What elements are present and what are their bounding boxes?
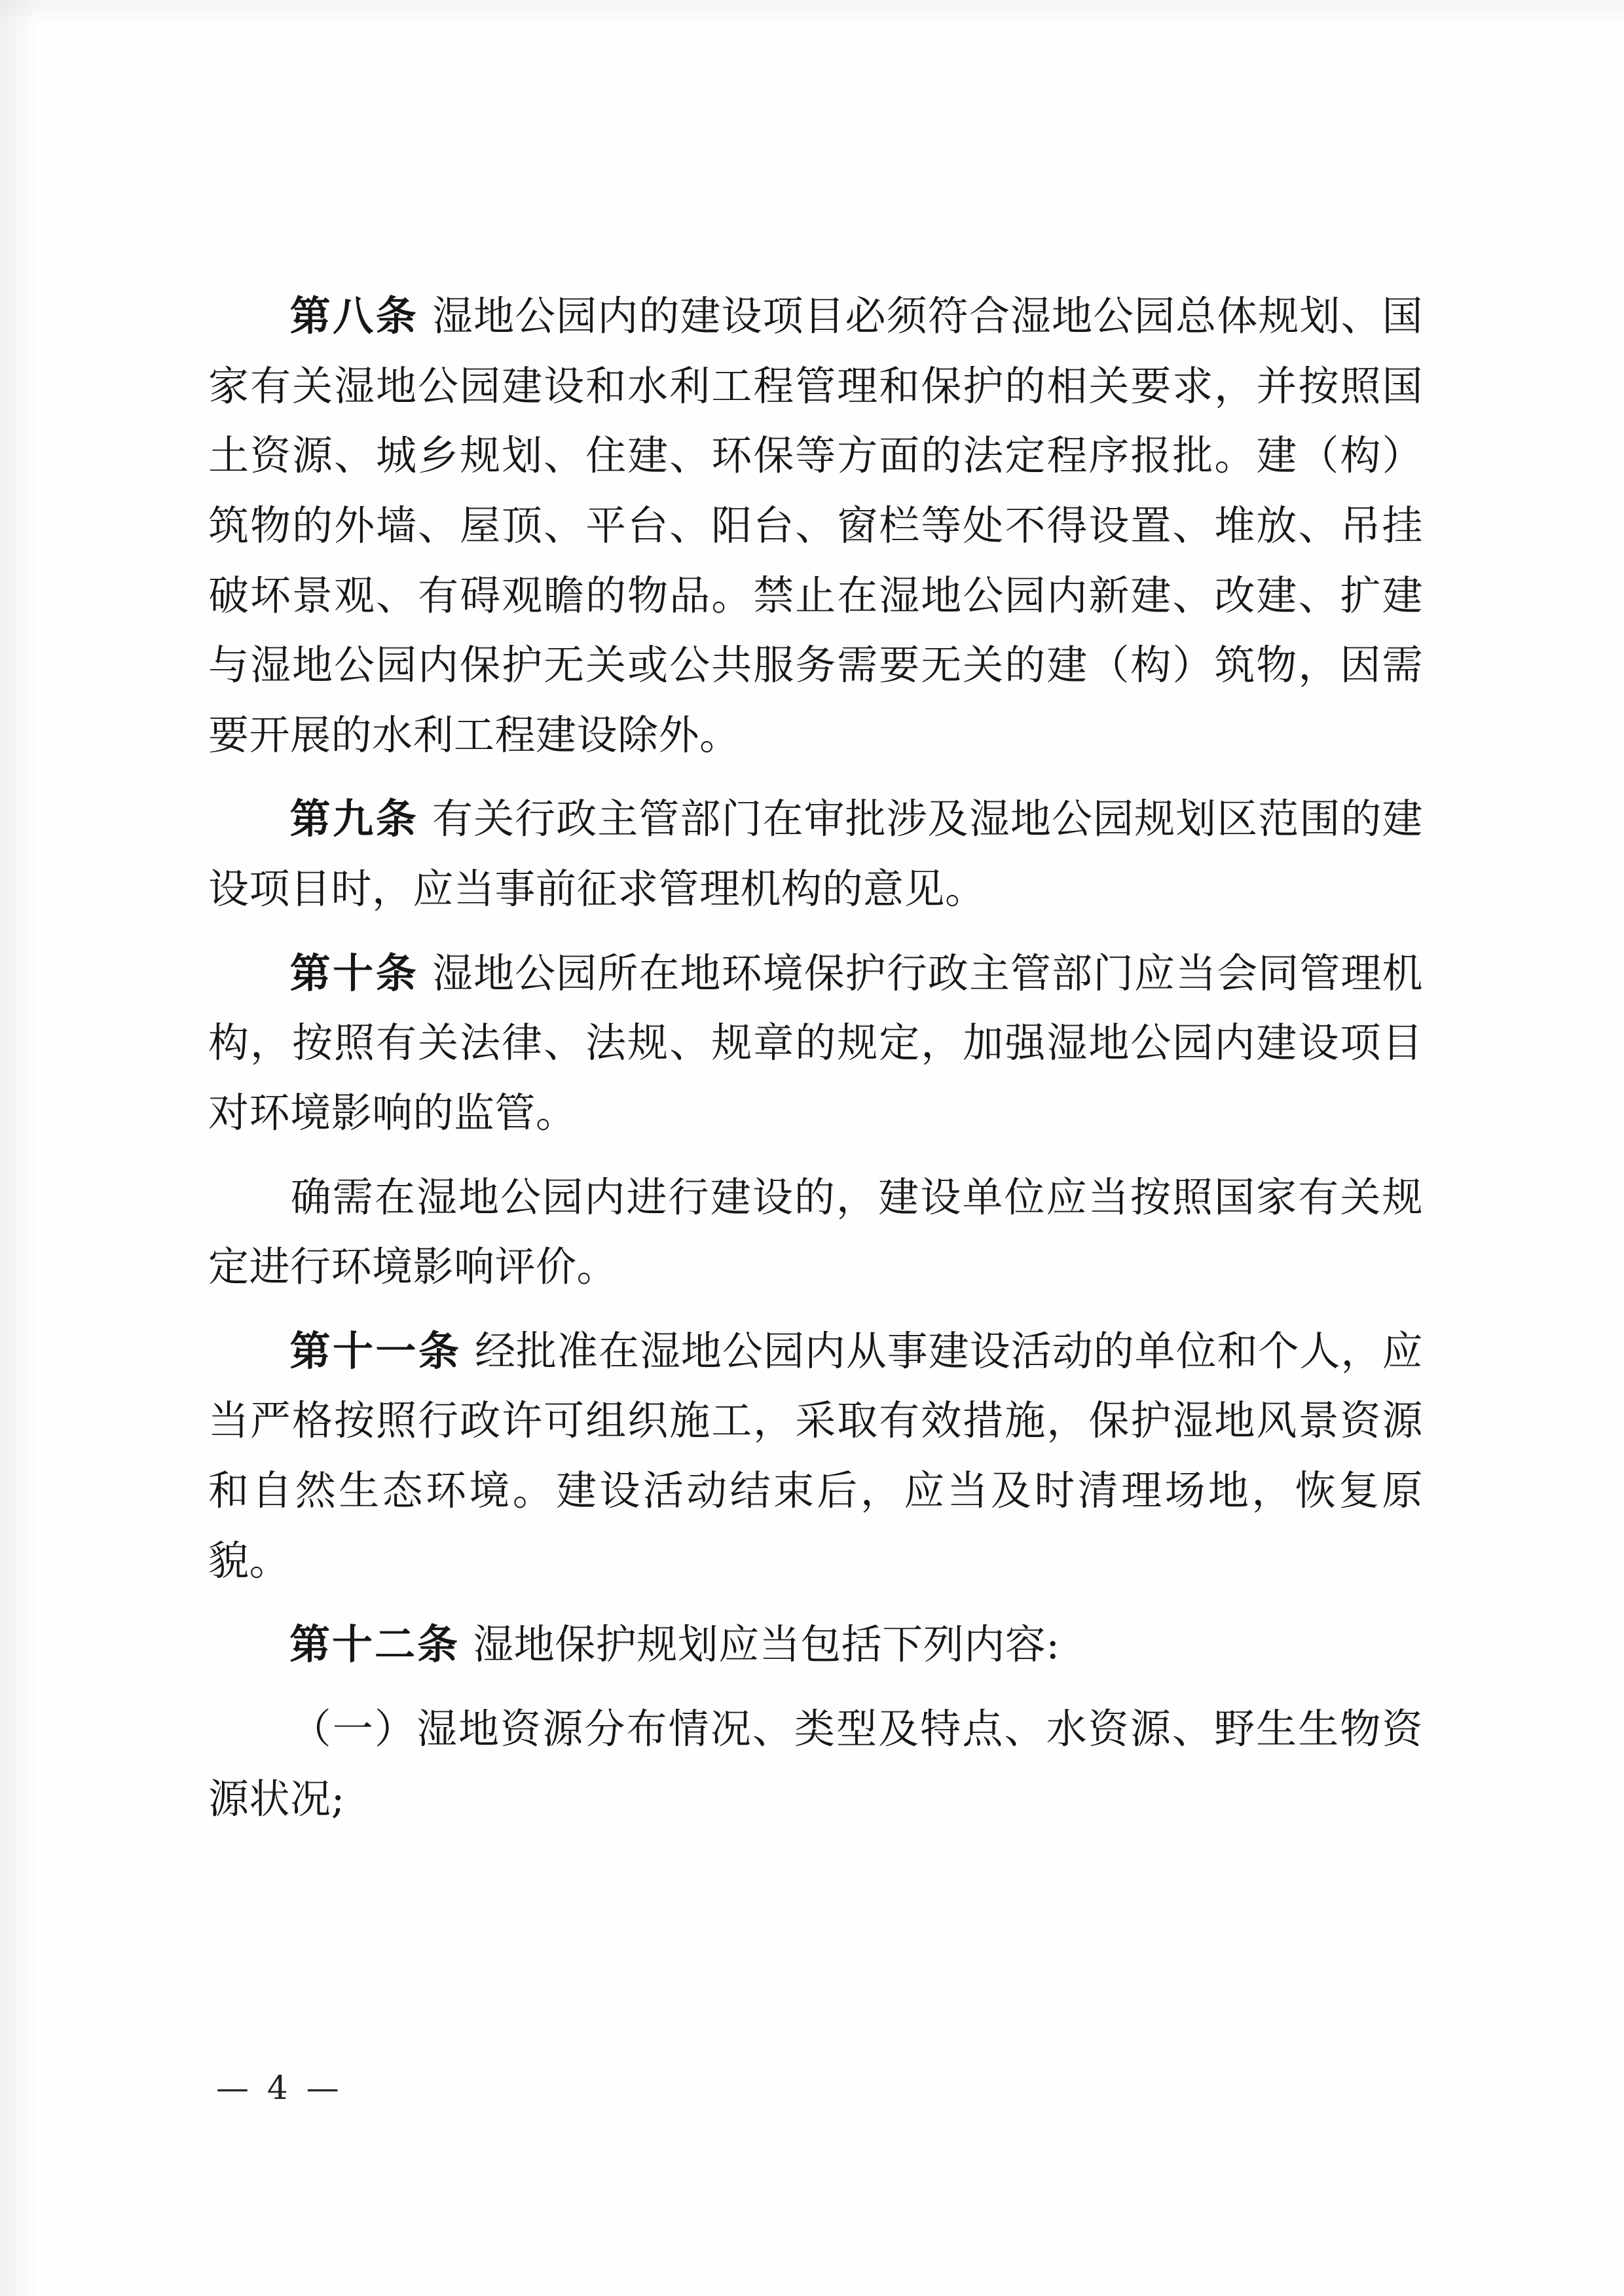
page-footer: [0, 2069, 1624, 2107]
paragraph-article-11: [208, 1317, 1423, 1596]
article-label: 第八条: [289, 292, 419, 340]
paragraph-article-9: [208, 784, 1423, 924]
article-text: 湿地保护规划应当包括下列内容:: [473, 1620, 1060, 1669]
document-body: [208, 282, 1423, 1843]
page-number: — 4 —: [216, 2069, 343, 2107]
scan-edge-top: [0, 0, 1624, 26]
article-label: 第十条: [289, 949, 419, 997]
paragraph-article-8: [208, 282, 1423, 770]
scan-edge-left: [0, 0, 39, 2296]
paragraph-article-12-item-1: [208, 1694, 1423, 1834]
list-item-text: （一）湿地资源分布情况、类型及特点、水资源、野生生物资源状况;: [208, 1704, 1423, 1823]
article-text: 湿地公园内的建设项目必须符合湿地公园总体规划、国家有关湿地公园建设和水利工程管理和保护的相关要求，并按照国土资源、城乡规划、住建、环保等方面的法定程序报批。建（构）筑物的外墙、屋顶、平台、阳台、窗栏等处不得设置、堆放、吊挂破坏景观、有碍观瞻的物品。禁止在湿地公园内新建、改建、扩建与湿地公园内保护无关或公共服务需要无关的建（构）筑物，因需要开展的水利工程建设除外。: [208, 292, 1423, 759]
article-text: 有关行政主管部门在审批涉及湿地公园规划区范围的建设项目时，应当事前征求管理机构的意见。: [208, 795, 1423, 913]
article-text: 湿地公园所在地环境保护行政主管部门应当会同管理机构，按照有关法律、法规、规章的规定，加强湿地公园内建设项目对环境影响的监管。: [208, 949, 1423, 1137]
article-label: 第十一条: [289, 1326, 462, 1375]
paragraph-article-10-continued: [208, 1163, 1423, 1302]
article-label: 第九条: [289, 795, 419, 843]
article-text: 经批准在湿地公园内从事建设活动的单位和个人，应当严格按照行政许可组织施工，采取有效措施，保护湿地风景资源和自然生态环境。建设活动结束后，应当及时清理场地，恢复原貌。: [208, 1326, 1423, 1584]
paragraph-article-12: [208, 1610, 1423, 1680]
article-label: 第十二条: [289, 1620, 460, 1669]
article-text: 确需在湿地公园内进行建设的，建设单位应当按照国家有关规定进行环境影响评价。: [208, 1173, 1423, 1291]
paragraph-article-10: [208, 939, 1423, 1148]
